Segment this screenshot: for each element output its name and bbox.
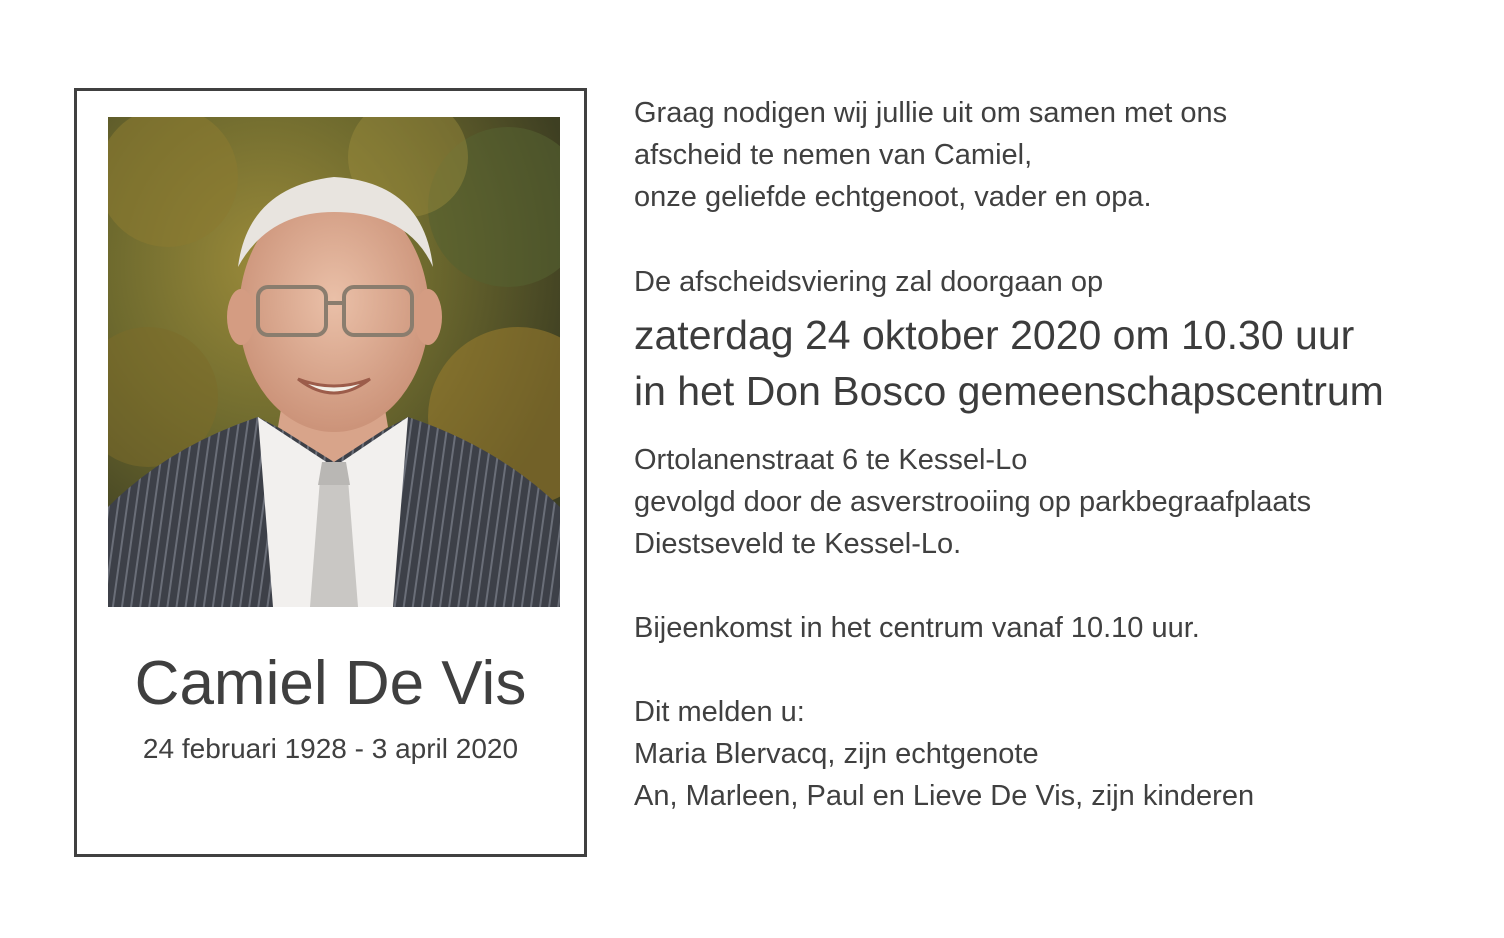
intro-line-1: Graag nodigen wij jullie uit om samen met ons	[634, 97, 1228, 129]
ceremony-intro: De afscheidsviering zal doorgaan op	[634, 266, 1104, 298]
portrait-photo	[108, 117, 560, 607]
gathering-note: Bijeenkomst in het centrum vanaf 10.10 uur.	[634, 612, 1200, 644]
intro-line-3: onze geliefde echtgenoot, vader en opa.	[634, 181, 1152, 213]
address-line-3: Diestseveld te Kessel-Lo.	[634, 528, 962, 560]
intro-line-2: afscheid te nemen van Camiel,	[634, 139, 1033, 171]
invitation-text	[634, 92, 1474, 817]
signed-by-spouse: Maria Blervacq, zijn echtgenote	[634, 738, 1039, 770]
signed-heading: Dit melden u:	[634, 696, 805, 728]
life-dates: 24 februari 1928 - 3 april 2020	[142, 733, 519, 764]
ceremony-date: zaterdag 24 oktober 2020 om 10.30 uur	[634, 312, 1355, 358]
deceased-name: Camiel De Vis	[134, 649, 527, 718]
ceremony-place: in het Don Bosco gemeenschapscentrum	[634, 368, 1384, 414]
memorial-card	[74, 88, 587, 857]
address-line-1: Ortolanenstraat 6 te Kessel-Lo	[634, 444, 1028, 476]
signed-by-children: An, Marleen, Paul en Lieve De Vis, zijn kinderen	[634, 780, 1255, 812]
address-line-2: gevolgd door de asverstrooiing op parkbegraafplaats	[634, 486, 1312, 518]
